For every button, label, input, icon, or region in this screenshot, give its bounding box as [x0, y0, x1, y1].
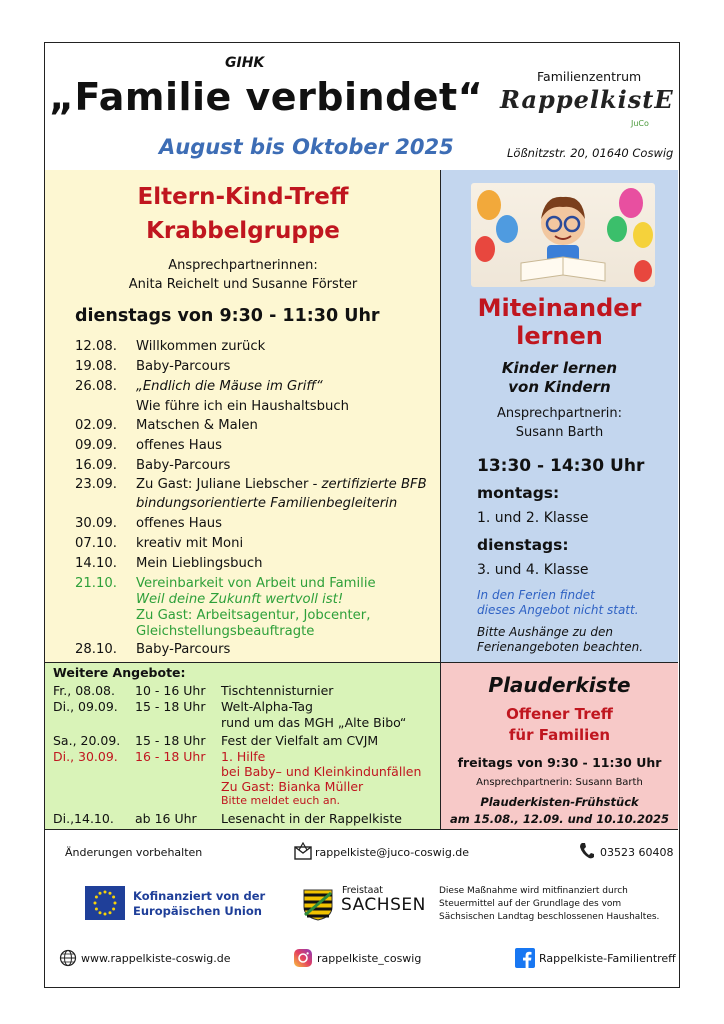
ferien-note-2: dieses Angebot nicht statt. — [477, 603, 639, 617]
miteinander-classes-2: 3. und 4. Klasse — [477, 562, 589, 578]
phone-number[interactable]: 03523 60408 — [600, 846, 674, 859]
aushang-note-2: Ferienangeboten beachten. — [477, 640, 644, 654]
miteinander-classes-1: 1. und 2. Klasse — [477, 510, 589, 526]
juco-logo-label: JuCo — [631, 119, 649, 128]
facebook-icon — [515, 948, 535, 972]
changes-note: Änderungen vorbehalten — [65, 846, 203, 859]
saxony-coat-of-arms-icon — [303, 889, 333, 921]
miteinander-title-2: lernen — [516, 322, 603, 350]
eu-line-1: Kofinanziert von der — [133, 889, 266, 903]
weitere-heading: Weitere Angebote: — [53, 665, 186, 680]
plauder-sub-2: für Familien — [508, 726, 611, 744]
eltern-contact-names: Anita Reichelt und Susanne Förster — [128, 277, 358, 292]
miteinander-section — [441, 170, 678, 662]
page-title: „Familie verbindet“ — [49, 75, 484, 119]
instagram-link[interactable]: rappelkiste_coswig — [317, 952, 422, 965]
facebook-link[interactable]: Rappelkiste-Familientreff — [539, 952, 676, 965]
eltern-time: dienstags von 9:30 - 11:30 Uhr — [75, 306, 380, 326]
weitere-angebote-section: Weitere Angebote: Fr., 08.08. 10 - 16 Uhr Tischtennisturnier Di., 09.09. 15 - 18 Uhr Welt-Alpha-Tag rund um das MGH „Alte Bibo“ Sa., 20.09. 15 - 18 Uhr Fest der Vielfalt am CVJM Di., 30.09. 16 - 18 Uhr 1. Hilfe bei Baby– und Kleinkindunfällen Zu Gast: Bianka Müller Bitte meldet euch an. Di.,14.10. ab 16 Uhr Lesenacht in der Rappelkiste — [45, 662, 441, 830]
funding-line: Sächsischen Landtag beschlossenen Haushaltes. — [439, 912, 660, 922]
plauder-title: Plauderkiste — [488, 673, 631, 697]
child-reading-illustration — [471, 183, 655, 287]
eu-flag-icon — [85, 886, 125, 920]
center-label: Familienzentrum — [537, 69, 642, 84]
miteinander-contact-name: Susann Barth — [515, 425, 604, 440]
plauder-time: freitags von 9:30 - 11:30 Uhr — [457, 755, 662, 770]
instagram-icon — [293, 948, 313, 972]
miteinander-subtitle-1: Kinder lernen — [501, 359, 618, 377]
eltern-contact-label: Ansprechpartnerinnen: — [168, 258, 318, 273]
envelope-icon — [294, 842, 312, 864]
plauder-sub-1: Offener Treff — [506, 705, 613, 723]
period-label: August bis Oktober 2025 — [159, 135, 454, 159]
ferien-note-1: In den Ferien findet — [477, 588, 595, 602]
funding-line: Diese Maßnahme wird mitfinanziert durch — [439, 886, 628, 896]
miteinander-day-2: dienstags: — [477, 536, 569, 554]
plauderkiste-section — [441, 662, 678, 830]
eltern-kind-section: Eltern-Kind-Treff Krabbelgruppe Ansprechpartnerinnen: Anita Reichelt und Susanne Förster dienstags von 9:30 - 11:30 Uhr 12.08. Willkommen zurück 19.08. Baby-Parcours 26.08. „Endlich die Mäuse im Griff“ Wie führe ich ein Haushaltsbuch 02.09. Matschen & Malen 09.09. offenes Haus 16.09. Baby-Parcours 23.09. Zu Gast: Juliane Liebscher - zertifizierte BFB bindungsorientierte Familienbegleiterin 30.09. offenes Haus 07.10. kreativ mit Moni 14.10. Mein Lieblingsbuch 21.10. Vereinbarkeit von Arbeit und Familie Weil deine Zukunft wertvoll ist! Zu Gast: Arbeitsagentur, Jobcenter, Gleichstellungsbeauftragte 28.10. Baby-Parcours — [45, 170, 441, 662]
fruehstueck-title: Plauderkisten-Frühstück — [480, 795, 639, 809]
email-link[interactable]: rappelkiste@juco-coswig.de — [315, 846, 470, 859]
header — [45, 43, 678, 171]
plauder-contact: Ansprechpartnerin: Susann Barth — [476, 777, 643, 788]
sachsen-small: Freistaat — [342, 885, 383, 896]
miteinander-day-1: montags: — [477, 484, 560, 502]
funding-note — [439, 885, 659, 924]
miteinander-time: 13:30 - 14:30 Uhr — [477, 456, 645, 476]
fruehstueck-dates: am 15.08., 12.09. und 10.10.2025 — [450, 812, 669, 826]
eu-line-2: Europäischen Union — [133, 904, 262, 918]
miteinander-title-1: Miteinander — [477, 294, 642, 322]
rappelkiste-logo: RappelkistE — [500, 85, 674, 114]
aushang-note-1: Bitte Aushänge zu den — [477, 625, 613, 639]
flyer-frame — [44, 42, 680, 988]
sachsen-big: SACHSEN — [341, 895, 426, 915]
miteinander-subtitle-2: von Kindern — [508, 378, 611, 396]
phone-icon — [579, 842, 595, 864]
eltern-title-2: Krabbelgruppe — [146, 218, 340, 244]
address: Lößnitzstr. 20, 01640 Coswig — [507, 146, 674, 160]
globe-icon — [59, 949, 77, 971]
funding-line: Steuermittel auf der Grundlage des vom — [439, 899, 622, 909]
org-label: GIHK — [225, 55, 265, 71]
eltern-title-1: Eltern-Kind-Treff — [137, 184, 349, 210]
website-link[interactable]: www.rappelkiste-coswig.de — [81, 952, 231, 965]
miteinander-contact-label: Ansprechpartnerin: — [496, 406, 623, 421]
